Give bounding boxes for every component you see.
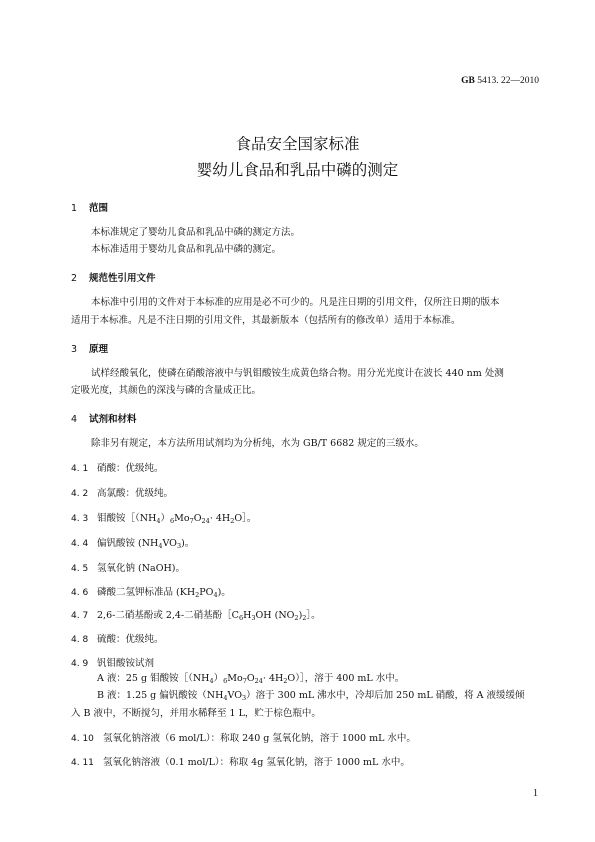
standard-number: GB 5413. 22—2010 bbox=[461, 76, 539, 86]
section-heading-scope: 1 范围 bbox=[71, 203, 109, 214]
list-item: 4. 3 钼酸铵$[(NH_4)_6Mo_7O_{24}\cdot$ $4H_2O]$。 bbox=[71, 513, 257, 525]
document-subtitle: 婴幼儿食品和乳品中磷的测定 bbox=[196, 161, 399, 179]
paragraph: 定吸光度，其颜色的深浅与磷的含量成正比。 bbox=[71, 385, 262, 396]
paragraph: 本标准规定了婴幼儿食品和乳品中磷的测定方法。 bbox=[91, 227, 301, 238]
paragraph: 本标准中引用的文件对于本标准的应用是必不可少的。凡是注日期的引用文件，仅所注日期的版本 bbox=[91, 297, 500, 308]
section-heading-normative-references: 2 规范性引用文件 bbox=[71, 273, 156, 284]
list-item: 4. 8 硫酸：优级纯。 bbox=[71, 634, 164, 645]
paragraph: 适用于本标准。凡是不注日期的引用文件，其最新版本（包括所有的修改单）适用于本标准。 bbox=[71, 315, 461, 326]
list-item: 4. 11 氢氧化钠溶液（0.1 mol/L）：称取 4g 氢氧化钠，溶于 1000 mL 水中。 bbox=[71, 757, 410, 768]
document-title: 食品安全国家标准 bbox=[235, 135, 360, 153]
page-number: 1 bbox=[533, 788, 538, 799]
list-item: 4. 1 硝酸：优级纯。 bbox=[71, 463, 164, 474]
solution-a-line: A 液：25 g 钼酸铵$[(NH_4)_6Mo_7O_{24}\cdot$ $4H_2O)]$，溶于 400 mL 水中。 bbox=[97, 673, 405, 685]
solution-b-line-2: 入 B 液中，不断搅匀，并用水稀释至 1 L，贮于棕色瓶中。 bbox=[71, 708, 321, 719]
paragraph: 本标准适用于婴幼儿食品和乳品中磷的测定。 bbox=[91, 244, 282, 255]
list-item: 4. 10 氢氧化钠溶液（6 mol/L）：称取 240 g 氢氧化钠，溶于 1000 mL 水中。 bbox=[71, 733, 416, 744]
list-item: 4. 9 钒钼酸铵试剂 bbox=[71, 658, 155, 669]
paragraph: 除非另有规定，本方法所用试剂均为分析纯，水为 GB/T 6682 规定的三级水。 bbox=[91, 438, 424, 449]
paragraph: 试样经酸氧化，使磷在硝酸溶液中与钒钼酸铵生成黄色络合物。用分光光度计在波长 440 nm 处测 bbox=[91, 368, 504, 379]
solution-b-line: B 液：1.25 g 偏钒酸铵$(NH_4VO_3)$溶于 300 mL 沸水中，冷却后加 250 mL 硝酸，将 A 液缓缓倾 bbox=[97, 690, 525, 702]
section-heading-reagents: 4 试剂和材料 bbox=[71, 414, 137, 425]
list-item: 4. 4 偏钒酸铵 $(NH_4VO_3)$。 bbox=[71, 538, 195, 550]
list-item: 4. 5 氢氧化钠 (NaOH)。 bbox=[71, 563, 185, 574]
list-item: 4. 2 高氯酸：优级纯。 bbox=[71, 488, 174, 499]
list-item: 4. 6 磷酸二氢钾标准品 $(KH_2PO_4)$。 bbox=[71, 587, 231, 599]
section-heading-principle: 3 原理 bbox=[71, 344, 109, 355]
list-item: 4. 7 2,6-二硝基酚或 2,4-二硝基酚$[C_6H_3OH$ $(NO_2)_2]$。 bbox=[71, 610, 321, 622]
